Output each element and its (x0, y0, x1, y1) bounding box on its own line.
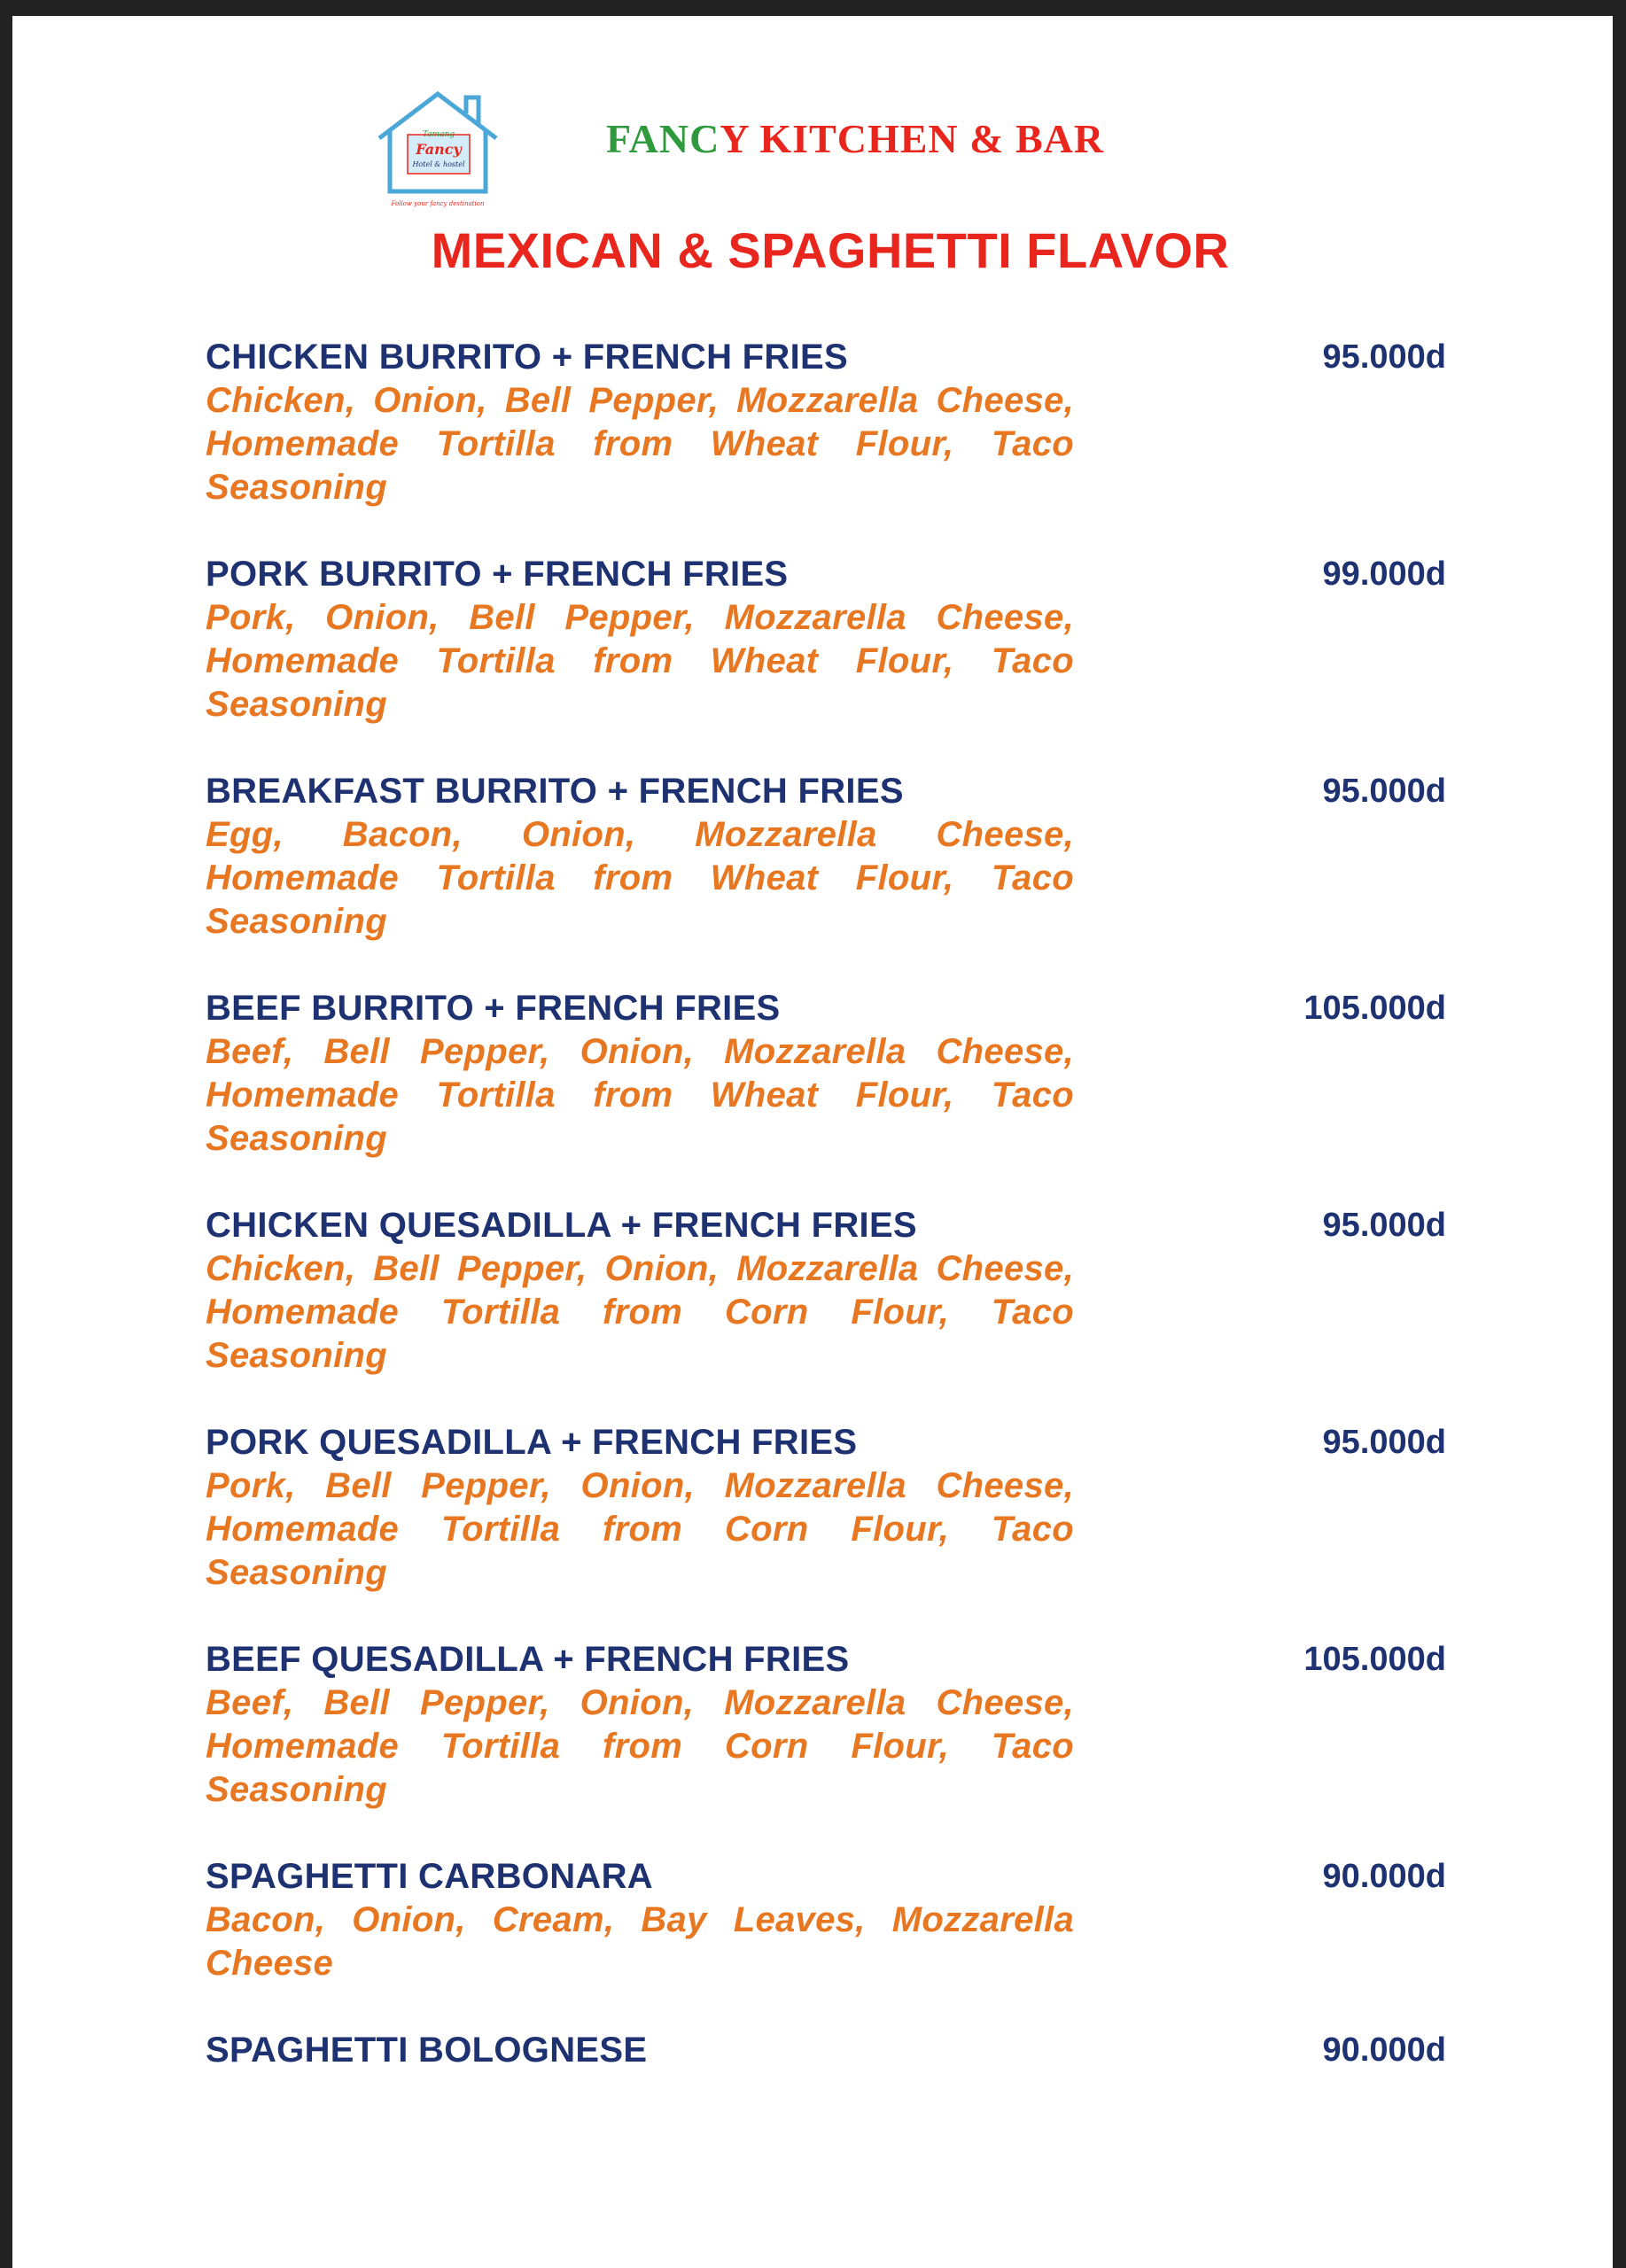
menu-item (206, 1203, 1446, 1378)
item-price: 105.000d (1303, 990, 1446, 1027)
logo-brand: Fancy (416, 141, 462, 158)
item-price: 95.000d (1322, 1424, 1446, 1461)
restaurant-name (606, 115, 1104, 162)
menu-item (206, 1854, 1446, 1985)
item-price: 99.000d (1322, 555, 1446, 593)
menu-list (206, 335, 1446, 2115)
item-name: BREAKFAST BURRITO + FRENCH FRIES (206, 772, 904, 811)
logo-tagline: Follow your fancy destination (391, 200, 485, 207)
item-name: SPAGHETTI BOLOGNESE (206, 2031, 648, 2070)
item-description: Chicken, Bell Pepper, Onion, Mozzarella Cheese, Homemade Tortilla from Corn Flour, Taco Seasoning (206, 1249, 1074, 1375)
item-description: Pork, Onion, Bell Pepper, Mozzarella Cheese, Homemade Tortilla from Wheat Flour, Taco Seasoning (206, 598, 1074, 724)
item-name: BEEF QUESADILLA + FRENCH FRIES (206, 1640, 850, 1679)
item-description: Chicken, Onion, Bell Pepper, Mozzarella Cheese, Homemade Tortilla from Wheat Flour, Taco Seasoning (206, 381, 1074, 507)
item-price: 95.000d (1322, 773, 1446, 810)
menu-item (206, 1420, 1446, 1595)
section-title: MEXICAN & SPAGHETTI FLAVOR (431, 222, 1230, 278)
item-name: BEEF BURRITO + FRENCH FRIES (206, 989, 781, 1028)
logo-line2: Hotel & hostel (412, 160, 465, 168)
menu-item (206, 335, 1446, 509)
item-description: Beef, Bell Pepper, Onion, Mozzarella Cheese, Homemade Tortilla from Wheat Flour, Taco Seasoning (206, 1032, 1074, 1158)
item-description: Egg, Bacon, Onion, Mozzarella Cheese, Homemade Tortilla from Wheat Flour, Taco Seasoning (206, 815, 1074, 941)
menu-item (206, 986, 1446, 1161)
restaurant-name-red: Y KITCHEN & BAR (720, 116, 1105, 161)
menu-item (206, 1637, 1446, 1812)
menu-item (206, 2028, 1446, 2072)
item-description: Pork, Bell Pepper, Onion, Mozzarella Cheese, Homemade Tortilla from Corn Flour, Taco Seasoning (206, 1466, 1074, 1592)
logo-line1: Tamang (422, 130, 455, 139)
item-description: Beef, Bell Pepper, Onion, Mozzarella Cheese, Homemade Tortilla from Corn Flour, Taco Seasoning (206, 1683, 1074, 1809)
menu-item (206, 552, 1446, 726)
item-price: 95.000d (1322, 338, 1446, 376)
item-name: CHICKEN QUESADILLA + FRENCH FRIES (206, 1206, 917, 1245)
item-price: 95.000d (1322, 1207, 1446, 1244)
item-description: Bacon, Onion, Cream, Bay Leaves, Mozzarella Cheese (206, 1900, 1074, 1983)
house-logo-icon (367, 78, 509, 211)
item-price: 105.000d (1303, 1641, 1446, 1678)
restaurant-name-green: FANC (606, 116, 720, 161)
menu-page (12, 16, 1613, 2268)
item-name: PORK QUESADILLA + FRENCH FRIES (206, 1423, 858, 1462)
menu-item (206, 769, 1446, 944)
item-name: PORK BURRITO + FRENCH FRIES (206, 555, 789, 594)
item-price: 90.000d (1322, 1858, 1446, 1895)
item-price: 90.000d (1322, 2031, 1446, 2069)
menu-header (12, 16, 1613, 308)
item-name: SPAGHETTI CARBONARA (206, 1857, 653, 1896)
item-name: CHICKEN BURRITO + FRENCH FRIES (206, 338, 848, 377)
